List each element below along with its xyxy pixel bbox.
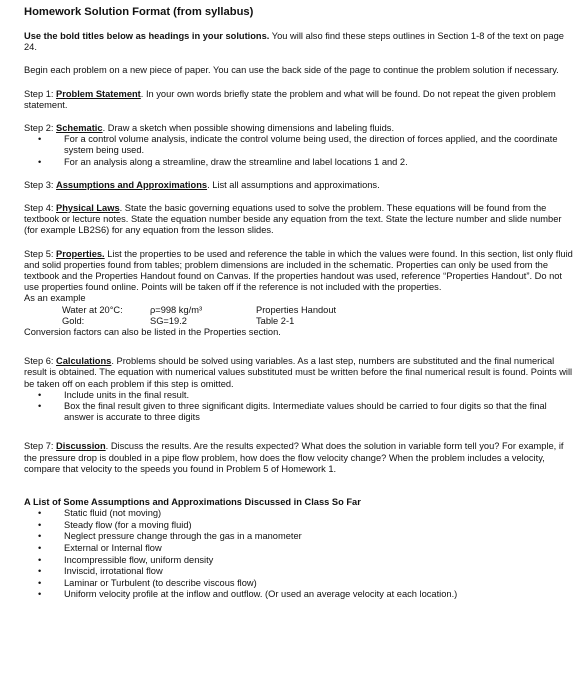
example-value: SG=19.2 — [150, 315, 187, 326]
step-7 — [24, 441, 577, 475]
step-3-text: . List all assumptions and approximations. — [207, 179, 380, 190]
example-reference: Table 2-1 — [256, 315, 295, 326]
step-1-text: . In your own words briefly state the problem and what will be found. Do not repeat the given problem statement. — [24, 88, 556, 110]
step-2-text: . Draw a sketch when possible showing dimensions and labeling fluids. — [102, 123, 395, 134]
example-material: Water at 20°C: — [62, 304, 123, 315]
assumptions-list — [24, 508, 577, 601]
example-material: Gold: — [62, 315, 85, 326]
step-6-line — [24, 356, 577, 390]
step-4-heading: Physical Laws — [56, 203, 120, 214]
step-2-heading: Schematic — [56, 123, 103, 134]
list-item: • Neglect pressure change through the gas in a manometer — [24, 531, 577, 543]
step-5 — [24, 249, 577, 339]
step-2 — [24, 123, 577, 168]
example-value: ρ=998 kg/m³ — [150, 304, 203, 315]
list-item: • For a control volume analysis, indicate the control volume being used, the direction of forces applied, and the coordinate system being used. — [24, 134, 577, 156]
intro-paragraph — [24, 31, 577, 53]
intro-bold: Use the bold titles below as headings in your solutions. — [24, 31, 270, 41]
step-5-line — [24, 249, 577, 294]
step-4 — [24, 203, 577, 237]
conversion-note: Conversion factors can also be listed in the Properties section. — [24, 327, 281, 338]
step-3-heading: Assumptions and Approximations — [56, 179, 208, 190]
step-1-heading: Problem Statement — [56, 88, 141, 99]
step-2-bullets — [24, 134, 577, 168]
step-3-prefix: Step 3: — [24, 179, 57, 190]
list-item: • Static fluid (not moving) — [24, 508, 577, 520]
example-label: As an example — [24, 293, 86, 304]
list-item: • For an analysis along a streamline, draw the streamline and label locations 1 and 2. — [24, 157, 577, 168]
step-4-text: . State the basic governing equations used to solve the problem. These equations will be found from the textbook or lecture notes. State the equation number beside any equation from the text. State the lecture number and slide number (for example LB2S6) for any equation from the lesson slides. — [24, 203, 562, 236]
step-6-prefix: Step 6: — [24, 356, 57, 367]
list-item: • Incompressible flow, uniform density — [24, 555, 577, 567]
step-6-bullets — [24, 390, 577, 424]
example-reference: Properties Handout — [256, 304, 337, 315]
list-item: • Uniform velocity profile at the inflow and outflow. (Or used an average velocity at each location.) — [24, 589, 577, 601]
step-7-prefix: Step 7: — [24, 441, 57, 452]
list-item: • Include units in the final result. — [24, 390, 577, 401]
document-title: Homework Solution Format (from syllabus) — [24, 6, 254, 18]
list-item: • External or Internal flow — [24, 543, 577, 555]
step-6 — [24, 356, 577, 423]
intro-rest: You will also find these steps outlines in Section 1-8 of the text on page 24. — [24, 31, 564, 53]
step-5-prefix: Step 5: — [24, 248, 57, 259]
example-row — [24, 305, 577, 316]
step-2-prefix: Step 2: — [24, 123, 57, 134]
list-item: • Box the final result given to three significant digits. Intermediate values should be carried to four digits so that the final answer is accurate to three digits — [24, 401, 577, 423]
step-3 — [24, 180, 577, 191]
step-5-heading: Properties. — [56, 248, 105, 259]
begin-paragraph: Begin each problem on a new piece of paper. You can use the back side of the page to continue the problem solution if necessary. — [24, 65, 559, 76]
step-7-text: . Discuss the results. Are the results expected? What does the solution in variable form tell you? For example, if the pressure drop is doubled in a pipe flow problem, how does the flow velocity change? When the problem includes a velocity, compare that velocity to the speeds you found in Problem 5 of Homework 1. — [24, 441, 564, 474]
assumptions-title: A List of Some Assumptions and Approximations Discussed in Class So Far — [24, 497, 361, 508]
list-item: • Steady flow (for a moving fluid) — [24, 520, 577, 532]
step-5-text: List the properties to be used and reference the table in which the values were found. In this section, list only fluid and solid properties found from tables; problem dimensions are included in the schematic. Properties can only be used from the textbook and the Properties Handout found on Canvas. If the properties handout was used, reference “Properties Handout”. Do not use properties found online. Points will be taken off if the reference is not included with the properties. — [24, 248, 573, 293]
example-row — [24, 316, 577, 327]
step-1 — [24, 89, 577, 111]
step-2-line — [24, 123, 577, 134]
step-6-text: . Problems should be solved using variables. As a last step, numbers are substituted and the final numerical result is obtained. The equation with numerical values substituted must be written before the final numerical result is found. Points will be taken off on each problem if this step is omitted. — [24, 356, 573, 389]
step-1-prefix: Step 1: — [24, 88, 57, 99]
step-7-heading: Discussion — [56, 441, 106, 452]
list-item: • Laminar or Turbulent (to describe viscous flow) — [24, 578, 577, 590]
list-item: • Inviscid, irrotational flow — [24, 566, 577, 578]
step-6-heading: Calculations — [56, 356, 112, 367]
step-4-prefix: Step 4: — [24, 203, 57, 214]
